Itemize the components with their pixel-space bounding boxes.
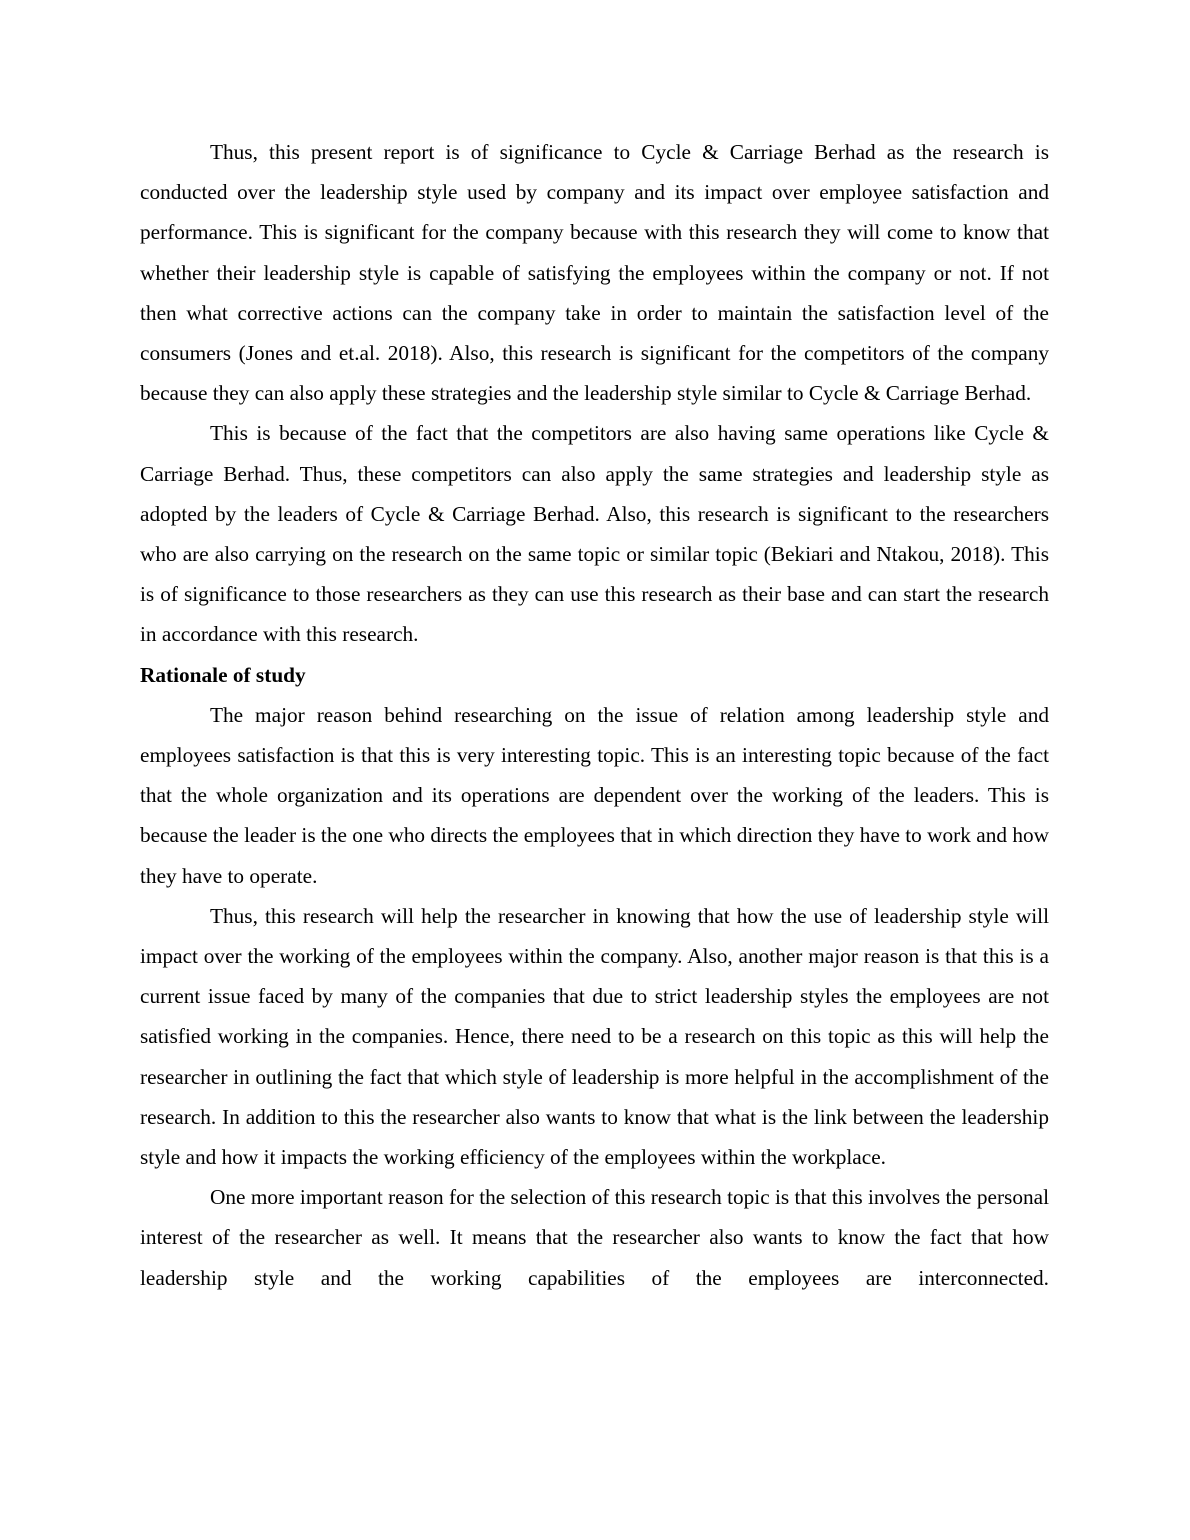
body-paragraph: This is because of the fact that the competitors are also having same operations like Cycle & Carriage Berhad. Thus, these competitors can also apply the same strategies and leadership style as adopted by the leaders of Cycle & Carriage Berhad. Also, this research is significant to the researchers who are also carrying on the research on the same topic or similar topic (Bekiari and Ntakou, 2018). This is of significance to those researchers as they can use this research as their base and can start the research in accordance with this research. bbox=[140, 421, 1049, 647]
body-paragraph: One more important reason for the selection of this research topic is that this involves the personal interest of the researcher as well. It means that the researcher also wants to know the fact that how leadership style and the working capabilities of the employees are interconnected. bbox=[140, 1185, 1049, 1290]
body-paragraph: The major reason behind researching on the issue of relation among leadership style and employees satisfaction is that this is very interesting topic. This is an interesting topic because of the fact that the whole organization and its operations are dependent over the working of the leaders. This is because the leader is the one who directs the employees that in which direction they have to work and how they have to operate. bbox=[140, 702, 1049, 888]
body-paragraph: Thus, this research will help the researcher in knowing that how the use of leadership style will impact over the working of the employees within the company. Also, another major reason is that this is a current issue faced by many of the companies that due to strict leadership styles the employees are not satisfied working in the companies. Hence, there need to be a research on this topic as this will help the researcher in outlining the fact that which style of leadership is more helpful in the accomplishment of the research. In addition to this the researcher also wants to know that what is the link between the leadership style and how it impacts the working efficiency of the employees within the workplace. bbox=[140, 903, 1049, 1170]
document-page bbox=[140, 132, 1049, 1298]
body-paragraph: Thus, this present report is of significance to Cycle & Carriage Berhad as the research is conducted over the leadership style used by company and its impact over employee satisfaction and performance. This is significant for the company because with this research they will come to know that whether their leadership style is capable of satisfying the employees within the company or not. If not then what corrective actions can the company take in order to maintain the satisfaction level of the consumers (Jones and et.al. 2018). Also, this research is significant for the competitors of the company because they can also apply these strategies and the leadership style similar to Cycle & Carriage Berhad. bbox=[140, 140, 1049, 406]
section-heading: Rationale of study bbox=[140, 662, 306, 687]
